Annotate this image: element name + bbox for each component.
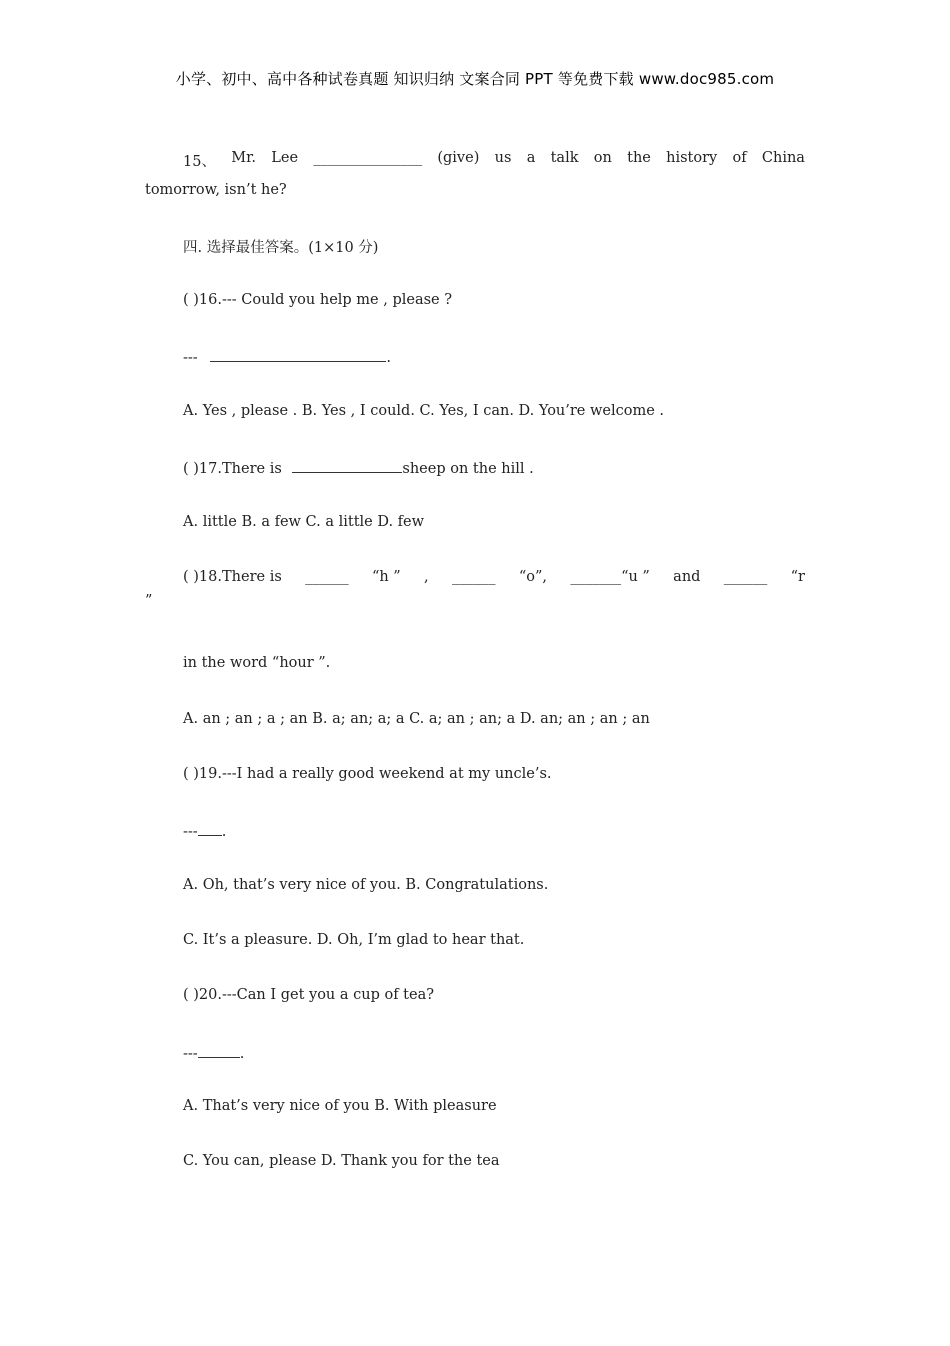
question-17-stem xyxy=(183,458,534,477)
answer-blank xyxy=(210,347,386,362)
q18-blank: ______ xyxy=(723,569,768,585)
question-20-options-2: C. You can, please D. Thank you for the tea xyxy=(183,1153,500,1169)
reply-suffix: . xyxy=(239,1046,245,1062)
q17-stem-prefix: ( )17.There is xyxy=(183,461,287,477)
q15-word: of xyxy=(732,150,747,166)
question-19-options-1: A. Oh, that’s very nice of you. B. Congratulations. xyxy=(183,877,549,893)
reply-prefix: --- xyxy=(183,824,198,840)
q18-stem-text: ( )18.There is xyxy=(183,569,282,585)
question-20-reply xyxy=(183,1043,244,1062)
q17-stem-suffix: sheep on the hill . xyxy=(402,461,534,477)
q15-word: (give) xyxy=(437,150,480,166)
question-20-options-1: A. That’s very nice of you B. With pleasure xyxy=(183,1098,497,1114)
answer-blank xyxy=(198,821,222,836)
q15-word: the xyxy=(627,150,651,166)
q18-letter: “o”, xyxy=(518,569,547,585)
question-16-options: A. Yes , please . B. Yes , I could. C. Yes, I can. D. You’re welcome . xyxy=(183,403,665,419)
q18-blank: ______ xyxy=(451,569,496,585)
question-20-stem: ( )20.---Can I get you a cup of tea? xyxy=(183,987,435,1003)
answer-blank xyxy=(198,1043,240,1058)
q15-blank: _______________ xyxy=(313,150,423,166)
reply-prefix: --- xyxy=(183,350,198,366)
q15-word: talk xyxy=(550,150,579,166)
q15-word: China xyxy=(761,150,805,166)
question-15 xyxy=(183,150,805,171)
question-16-reply: --- . xyxy=(183,347,391,366)
question-17-options: A. little B. a few C. a little D. few xyxy=(183,514,425,530)
question-19-stem: ( )19.---I had a really good weekend at my uncle’s. xyxy=(183,766,552,782)
q15-word: Lee xyxy=(271,150,299,166)
question-15-continuation: tomorrow, isn’t he? xyxy=(145,182,287,198)
q15-word: Mr. xyxy=(231,150,257,166)
question-18-stem xyxy=(183,569,805,585)
q15-word: us xyxy=(494,150,512,166)
q18-stray-quote: ” xyxy=(145,593,153,609)
q15-word: a xyxy=(526,150,536,166)
q18-letter: “h ” xyxy=(371,569,401,585)
reply-prefix: --- xyxy=(183,1046,198,1062)
question-16-stem: ( )16.--- Could you help me , please ? xyxy=(183,292,453,308)
question-18-options: A. an ; an ; a ; an B. a; an; a; a C. a; an ; an; a D. an; an ; an ; an xyxy=(183,711,650,727)
section-4-title: 四. 选择最佳答案。(1×10 分) xyxy=(183,240,379,256)
question-19-options-2: C. It’s a pleasure. D. Oh, I’m glad to hear that. xyxy=(183,932,525,948)
q18-blank: ______ xyxy=(305,569,349,585)
q18-word: and xyxy=(673,569,701,585)
q18-comma: , xyxy=(424,569,429,585)
site-header: 小学、初中、高中各种试卷真题 知识归纳 文案合同 PPT 等免费下载 www.doc985.com xyxy=(175,70,775,88)
q18-letter: “r xyxy=(790,569,805,585)
q18-letter: _______“u ” xyxy=(570,569,650,585)
question-19-reply xyxy=(183,821,226,840)
answer-blank xyxy=(292,458,402,473)
q15-number: 15、 xyxy=(183,154,216,170)
question-18-continuation: in the word “hour ”. xyxy=(183,655,331,671)
reply-suffix: . xyxy=(221,824,227,840)
q15-word: on xyxy=(593,150,612,166)
q15-word: history xyxy=(666,150,718,166)
